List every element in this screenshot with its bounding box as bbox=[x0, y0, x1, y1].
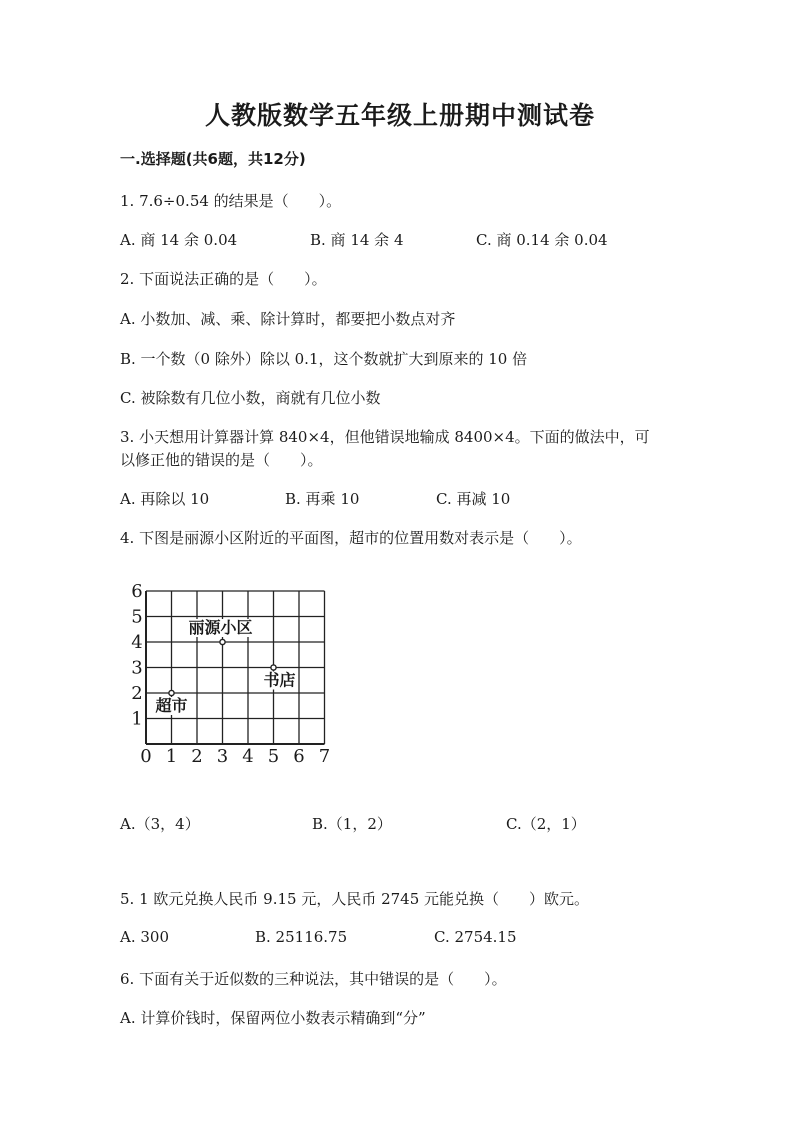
q5-option-b[interactable]: B. 25116.75 bbox=[255, 928, 348, 946]
question-5: 5. 1 欧元兑换人民币 9.15 元，人民币 2745 元能兑换（ ）欧元。 bbox=[120, 890, 590, 908]
q3-option-b[interactable]: B. 再乘 10 bbox=[285, 490, 360, 508]
place-point bbox=[169, 690, 174, 695]
q2-option-b[interactable]: B. 一个数（0 除外）除以 0.1，这个数就扩大到原来的 10 倍 bbox=[120, 350, 528, 368]
x-axis-tick-label: 0 bbox=[140, 746, 152, 767]
y-axis-tick-label: 3 bbox=[131, 657, 143, 679]
q5-option-a[interactable]: A. 300 bbox=[120, 928, 169, 946]
q2-option-c[interactable]: C. 被除数有几位小数，商就有几位小数 bbox=[120, 389, 381, 407]
q1-option-b[interactable]: B. 商 14 余 4 bbox=[310, 231, 404, 249]
y-axis-tick-label: 5 bbox=[131, 606, 143, 628]
x-axis-tick-label: 6 bbox=[293, 746, 305, 767]
coordinate-grid-map bbox=[124, 578, 344, 768]
y-axis-tick-label: 1 bbox=[131, 708, 143, 730]
place-point bbox=[220, 639, 225, 644]
q4-option-c[interactable]: C.（2，1） bbox=[506, 815, 586, 833]
page-title: 人教版数学五年级上册期中测试卷 bbox=[204, 101, 595, 130]
location-map-figure bbox=[124, 578, 344, 768]
x-axis-tick-label: 2 bbox=[191, 746, 203, 767]
q3-option-a[interactable]: A. 再除以 10 bbox=[120, 490, 210, 508]
x-axis-tick-label: 5 bbox=[267, 746, 280, 767]
question-4: 4. 下图是丽源小区附近的平面图，超市的位置用数对表示是（ ）。 bbox=[120, 529, 582, 547]
y-axis-tick-label: 2 bbox=[131, 683, 143, 704]
x-axis-tick-label: 3 bbox=[216, 746, 229, 767]
section-heading: 一.选择题(共6题，共12分) bbox=[120, 150, 306, 168]
q1-option-a[interactable]: A. 商 14 余 0.04 bbox=[120, 231, 238, 249]
question-6: 6. 下面有关于近似数的三种说法，其中错误的是（ ）。 bbox=[120, 970, 507, 988]
q1-option-c[interactable]: C. 商 0.14 余 0.04 bbox=[476, 231, 608, 249]
x-axis-tick-label: 4 bbox=[242, 746, 254, 767]
q4-option-a[interactable]: A.（3，4） bbox=[120, 815, 200, 833]
q4-option-b[interactable]: B.（1，2） bbox=[312, 815, 392, 833]
q3-option-c[interactable]: C. 再减 10 bbox=[436, 490, 511, 508]
question-3-line-2: 以修正他的错误的是（ ）。 bbox=[120, 451, 323, 469]
question-3-line-1: 3. 小天想用计算器计算 840×4，但他错误地输成 8400×4。下面的做法中，可 bbox=[120, 428, 650, 446]
place-label: 书店 bbox=[263, 670, 296, 690]
x-axis-tick-label: 7 bbox=[318, 746, 331, 767]
y-axis-tick-label: 4 bbox=[131, 632, 143, 653]
question-2: 2. 下面说法正确的是（ ）。 bbox=[120, 270, 327, 288]
y-axis-tick-label: 6 bbox=[131, 581, 143, 602]
place-label: 超市 bbox=[155, 696, 188, 715]
place-point bbox=[271, 665, 276, 670]
x-axis-tick-label: 1 bbox=[165, 746, 178, 767]
q2-option-a[interactable]: A. 小数加、减、乘、除计算时，都要把小数点对齐 bbox=[120, 310, 456, 328]
q6-option-a[interactable]: A. 计算价钱时，保留两位小数表示精确到“分” bbox=[120, 1009, 426, 1027]
question-1: 1. 7.6÷0.54 的结果是（ ）。 bbox=[120, 192, 342, 210]
place-label: 丽源小区 bbox=[188, 618, 253, 637]
q5-option-c[interactable]: C. 2754.15 bbox=[434, 928, 517, 946]
